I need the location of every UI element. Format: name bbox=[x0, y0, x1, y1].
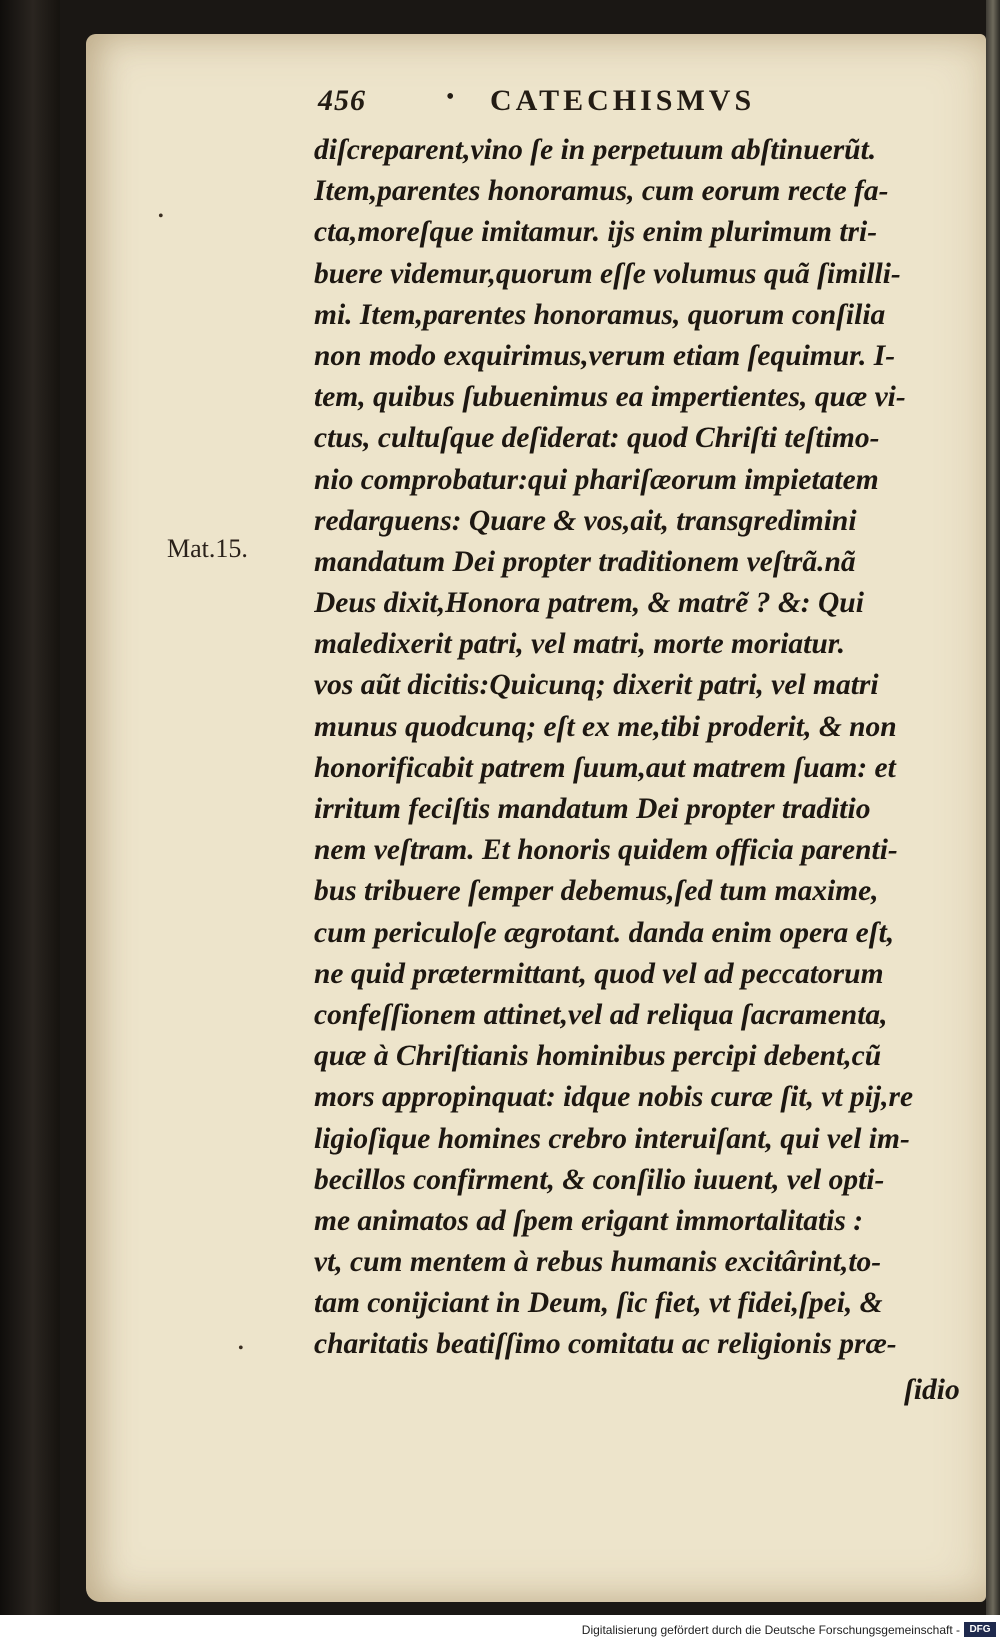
text-line: quæ à Chriſtianis hominibus percipi debent,cũ bbox=[314, 1040, 882, 1073]
text-line: ctus, cultuſque deſiderat: quod Chriſti teſtimo- bbox=[314, 422, 880, 455]
text-line: nio comprobatur:qui phariſæorum impietatem bbox=[314, 463, 879, 496]
text-line: tam conijciant in Deum, ſic fiet, vt fidei,ſpei, & bbox=[314, 1287, 883, 1320]
text-line: irritum feciſtis mandatum Dei propter traditio bbox=[314, 793, 871, 825]
running-title: CATECHISMVS bbox=[490, 84, 756, 117]
text-line: mors appropinquat: idque nobis curæ ſit, vt pij,re bbox=[314, 1081, 914, 1114]
text-line: honorificabit patrem ſuum,aut matrem ſuam: et bbox=[314, 751, 896, 784]
text-line: bus tribuere ſemper debemus,ſed tum maxime, bbox=[314, 875, 879, 908]
text-line: mandatum Dei propter traditionem veſtrã.nã bbox=[314, 545, 856, 578]
footer-bar bbox=[0, 1615, 1000, 1645]
catchword: ſidio bbox=[904, 1374, 960, 1406]
footer-credit: Digitalisierung gefördert durch die Deutsche Forschungsgemeinschaft - bbox=[581, 1623, 960, 1637]
text-line: redarguens: Quare & vos,ait, transgredimini bbox=[314, 504, 857, 537]
body-text bbox=[314, 130, 974, 1366]
text-line: Deus dixit,Honora patrem, & matrẽ ? &: Qui bbox=[314, 587, 864, 620]
text-line: munus quodcunq; eſt ex me,tibi proderit, & non bbox=[314, 710, 897, 743]
text-line: me animatos ad ſpem erigant immortalitatis : bbox=[314, 1204, 864, 1237]
text-line: mi. Item,parentes honoramus, quorum conſilia bbox=[314, 298, 886, 331]
book-spine bbox=[0, 0, 60, 1615]
text-line: non modo exquirimus,verum etiam ſequimur. I- bbox=[314, 339, 896, 372]
head-separator: • bbox=[446, 84, 455, 110]
text-line: cta,moreſque imitamur. ijs enim plurimum tri- bbox=[314, 216, 878, 249]
text-line: ne quid prætermittant, quod vel ad peccatorum bbox=[314, 957, 884, 990]
text-line: confeſſionem attinet,vel ad reliqua ſacramenta, bbox=[314, 998, 888, 1031]
text-line: buere videmur,quorum eſſe volumus quã ſimilli- bbox=[314, 257, 901, 290]
text-line: vos aũt dicitis:Quicunq; dixerit patri, vel matri bbox=[314, 669, 879, 702]
text-line: tem, quibus ſubuenimus ea impertientes, quæ vi- bbox=[314, 381, 906, 414]
text-line: cum periculoſe ægrotant. danda enim opera eſt, bbox=[314, 916, 895, 949]
page-edge bbox=[986, 0, 1000, 1615]
ink-spot: • bbox=[158, 208, 164, 225]
margin-note: Mat.15. bbox=[167, 534, 248, 563]
running-head bbox=[318, 84, 958, 124]
dfg-logo: DFG bbox=[964, 1622, 996, 1637]
text-line: diſcreparent,vino ſe in perpetuum abſtinuerũt. bbox=[314, 134, 877, 166]
text-line: charitatis beatiſſimo comitatu ac religionis præ- bbox=[314, 1328, 897, 1361]
text-line: maledixerit patri, vel matri, morte moriatur. bbox=[314, 628, 846, 661]
text-line: nem veſtram. Et honoris quidem officia parenti- bbox=[314, 834, 898, 867]
page-number: 456 bbox=[318, 84, 366, 117]
ink-spot: • bbox=[238, 1340, 244, 1357]
text-line: Item,parentes honoramus, cum eorum recte fa- bbox=[314, 175, 889, 208]
text-line: ligioſique homines crebro interuiſant, qui vel im- bbox=[314, 1122, 910, 1155]
text-line: vt, cum mentem à rebus humanis excitârint,to- bbox=[314, 1246, 882, 1279]
text-line: becillos confirment, & conſilio iuuent, vel opti- bbox=[314, 1163, 885, 1196]
